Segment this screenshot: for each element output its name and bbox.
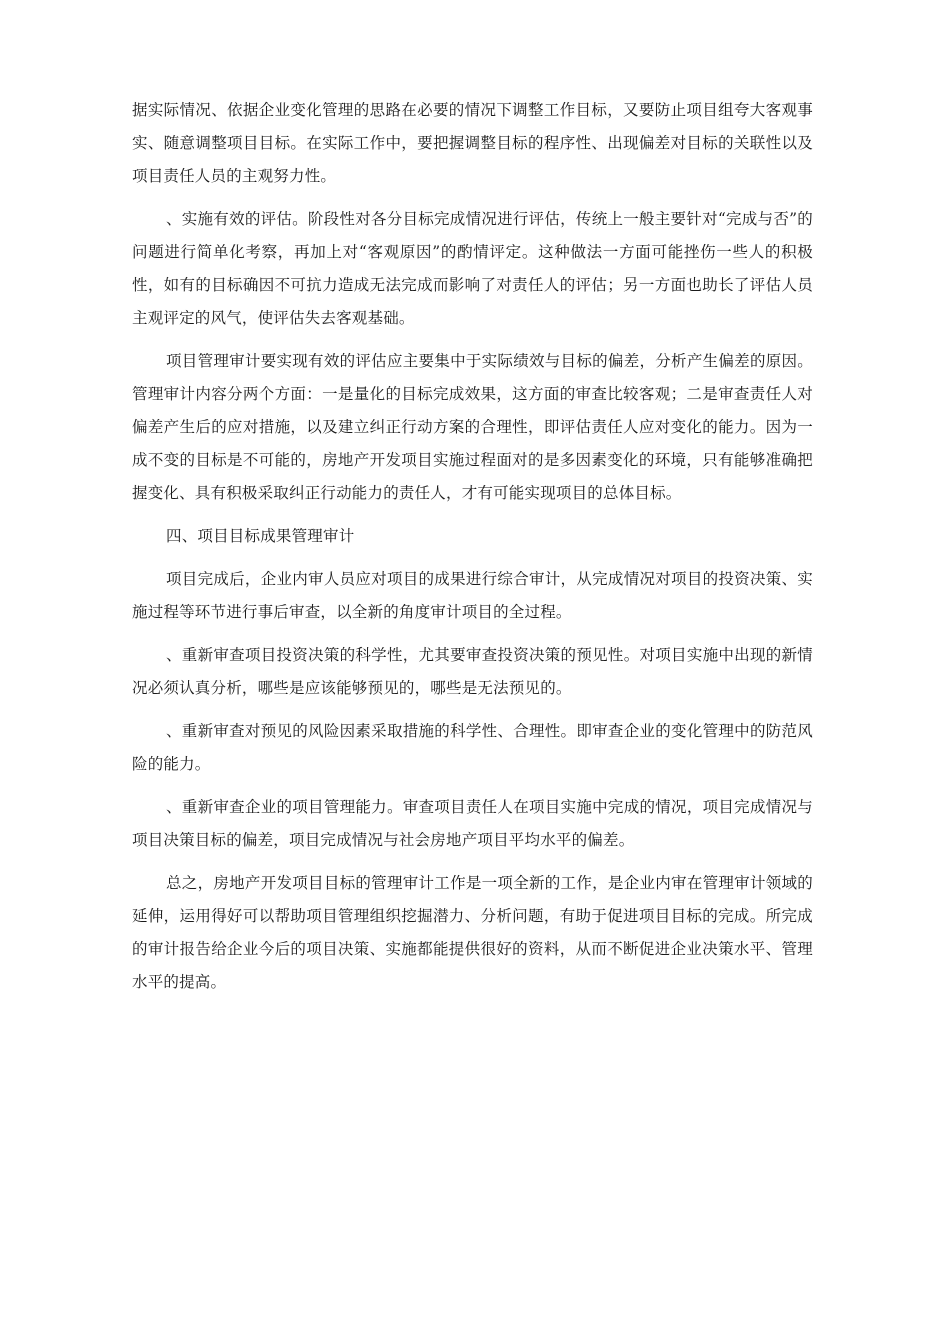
document-page — [132, 94, 813, 1009]
paragraph-conclusion: 总之，房地产开发项目目标的管理审计工作是一项全新的工作，是企业内审在管理审计领域的延伸，运用得好可以帮助项目管理组织挖掘潜力、分析问题，有助于促进项目目标的完成。所完成的审计报告给企业今后的项目决策、实施都能提供很好的资料，从而不断促进企业决策水平、管理水平的提高。 — [132, 874, 813, 991]
paragraph-audit-evaluation: 项目管理审计要实现有效的评估应主要集中于实际绩效与目标的偏差，分析产生偏差的原因。管理审计内容分两个方面：一是量化的目标完成效果，这方面的审查比较客观；二是审查责任人对偏差产生后的应对措施，以及建立纠正行动方案的合理性，即评估责任人应对变化的能力。因为一成不变的目标是不可能的，房地产开发项目实施过程面对的是多因素变化的环境，只有能够准确把握变化、具有积极采取纠正行动能力的责任人，才有可能实现项目的总体目标。 — [132, 352, 813, 502]
paragraph-post-completion-audit: 项目完成后，企业内审人员应对项目的成果进行综合审计，从完成情况对项目的投资决策、实施过程等环节进行事后审查，以全新的角度审计项目的全过程。 — [132, 570, 813, 621]
paragraph-continuation: 据实际情况、依据企业变化管理的思路在必要的情况下调整工作目标，又要防止项目组夸大客观事实、随意调整项目目标。在实际工作中，要把握调整目标的程序性、出现偏差对目标的关联性以及项目责任人员的主观努力性。 — [132, 101, 813, 185]
paragraph-review-management-capability: 、重新审查企业的项目管理能力。审查项目责任人在项目实施中完成的情况，项目完成情况与项目决策目标的偏差，项目完成情况与社会房地产项目平均水平的偏差。 — [132, 798, 813, 849]
paragraph-effective-evaluation: 、实施有效的评估。阶段性对各分目标完成情况进行评估，传统上一般主要针对“完成与否”的问题进行简单化考察，再加上对“客观原因”的酌情评定。这种做法一方面可能挫伤一些人的积极性，如有的目标确因不可抗力造成无法完成而影响了对责任人的评估；另一方面也助长了评估人员主观评定的风气，使评估失去客观基础。 — [132, 210, 813, 327]
section-heading-outcome-audit: 四、项目目标成果管理审计 — [166, 527, 355, 545]
paragraph-review-risk-measures: 、重新审查对预见的风险因素采取措施的科学性、合理性。即审查企业的变化管理中的防范风险的能力。 — [132, 722, 813, 773]
paragraph-review-investment-decision: 、重新审查项目投资决策的科学性，尤其要审查投资决策的预见性。对项目实施中出现的新情况必须认真分析，哪些是应该能够预见的，哪些是无法预见的。 — [132, 646, 813, 697]
